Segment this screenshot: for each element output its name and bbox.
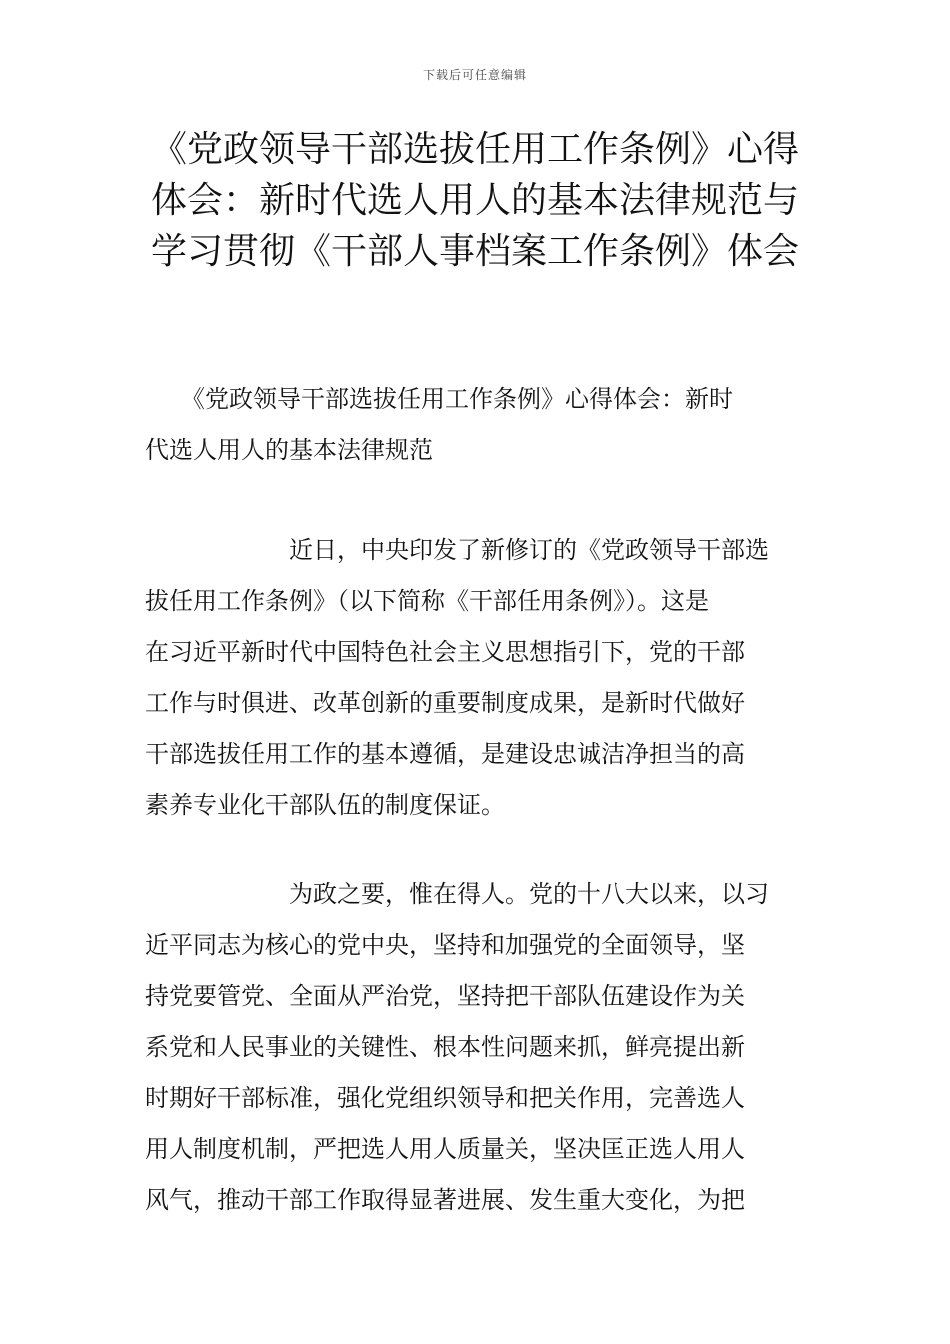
paragraph-line: 系党和人民事业的关键性、根本性问题来抓，鲜亮提出新 xyxy=(145,1033,745,1061)
section-subtitle xyxy=(145,374,805,476)
paragraph-line: 风气，推动干部工作取得显著进展、发生重大变化，为把 xyxy=(145,1186,745,1214)
paragraph-line: 时期好干部标准，强化党组织领导和把关作用，完善选人 xyxy=(145,1084,745,1112)
paragraph-line: 为政之要，惟在得人。党的十八大以来，以习 xyxy=(145,880,769,908)
title-line: 《党政领导干部选拔任用工作条例》心得 xyxy=(150,129,799,170)
paragraph-line: 工作与时俱进、改革创新的重要制度成果，是新时代做好 xyxy=(145,689,745,717)
title-line: 体会：新时代选人用人的基本法律规范与 xyxy=(150,180,799,221)
paragraph-line: 干部选拔任用工作的基本遵循，是建设忠诚洁净担当的高 xyxy=(145,740,745,768)
title-line: 学习贯彻《干部人事档案工作条例》体会 xyxy=(150,231,799,272)
paragraph-line: 近平同志为核心的党中央，坚持和加强党的全面领导，坚 xyxy=(145,931,745,959)
paragraph-line: 用人制度机制，严把选人用人质量关，坚决匡正选人用人 xyxy=(145,1135,745,1163)
document-title xyxy=(145,124,805,277)
paragraph-line: 拔任用工作条例》（以下简称《干部任用条例》）。这是 xyxy=(145,587,709,615)
header-note: 下载后可任意编辑 xyxy=(422,68,527,82)
paragraph-line: 素养专业化干部队伍的制度保证。 xyxy=(145,791,505,819)
subtitle-line: 代选人用人的基本法律规范 xyxy=(145,436,433,464)
paragraph-2 xyxy=(145,869,805,1226)
paragraph-line: 在习近平新时代中国特色社会主义思想指引下，党的干部 xyxy=(145,638,745,666)
paragraph-1 xyxy=(145,525,805,831)
subtitle-line: 《党政领导干部选拔任用工作条例》心得体会：新时 xyxy=(145,385,733,413)
paragraph-line: 持党要管党、全面从严治党，坚持把干部队伍建设作为关 xyxy=(145,982,745,1010)
paragraph-line: 近日，中央印发了新修订的《党政领导干部选 xyxy=(145,536,769,564)
